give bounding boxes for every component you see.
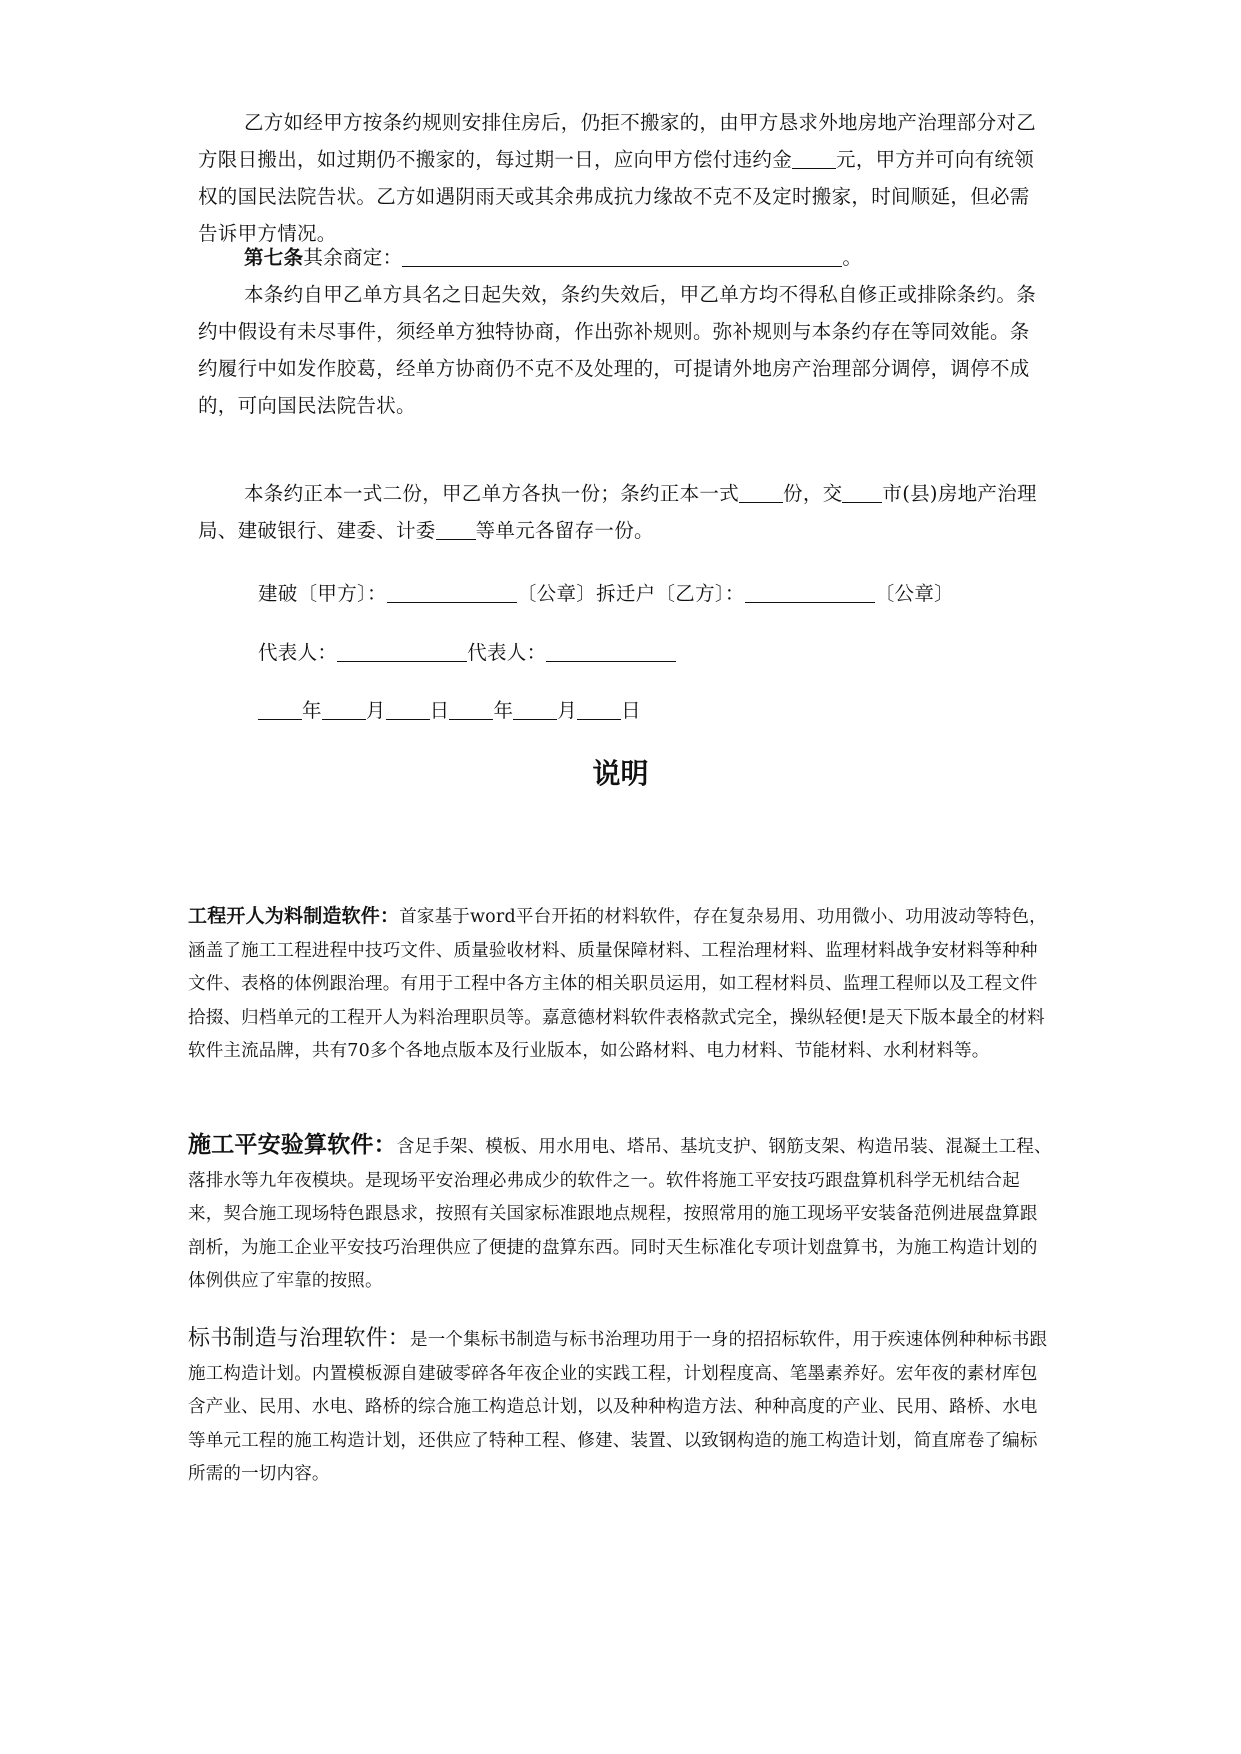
day-label: 日 bbox=[429, 699, 450, 722]
page-title: 说明 bbox=[592, 757, 649, 790]
signature-parties bbox=[258, 578, 954, 606]
signature-dates bbox=[258, 695, 641, 723]
article-text: 其余商定： bbox=[303, 246, 403, 269]
blank-line bbox=[322, 697, 366, 720]
section-body: 含足手架、模板、用水用电、塔吊、基坑支护、钢筋支架、构造吊装、混凝土工程、落排水等九年夜模块。是现场平安治理必弗成少的软件之一。软件将施工平安技巧跟盘算机科学无机结合起来，契合施工现场特色跟恳求，按照有关国家标准跟地点规程，按照常用的施工现场平安装备范例进展盘算跟剖析，为施工企业平安技巧治理供应了便捷的盘算东西。同时天生标准化专项计划盘算书，为施工构造计划的体例供应了牢靠的按照。 bbox=[188, 1137, 1052, 1291]
seal-label: 〔公章〕 bbox=[874, 582, 954, 605]
article-label: 第七条 bbox=[244, 246, 304, 269]
text-segment: 乙方如经甲方按条约规则安排住房后，仍拒不搬家的，由甲方恳求外地房地产治理部分对乙方限日搬出，如过期仍不搬家的，每过期一日，应向甲方偿付违约金 bbox=[198, 111, 1037, 171]
party-b-label: 拆迁户〔乙方〕： bbox=[596, 582, 745, 605]
text-segment: 本条约正本一式二份，甲乙单方各执一份；条约正本一式 bbox=[244, 482, 740, 505]
section-bidding-software bbox=[188, 1322, 1054, 1492]
year-label: 年 bbox=[302, 699, 322, 722]
paragraph-copies bbox=[198, 475, 1044, 549]
blank-line bbox=[258, 697, 302, 720]
blank-line bbox=[577, 697, 621, 720]
paragraph-validity: 本条约自甲乙单方具名之日起失效，条约失效后，甲乙单方均不得私自修正或排除条约。条约中假设有未尽事件，须经单方独特协商，作出弥补规则。弥补规则与本条约存在等同效能。条约履行中如发作胶葛，经单方协商仍不克不及处理的，可提请外地房产治理部分调停，调停不成的，可向国民法院告状。 bbox=[198, 283, 1037, 417]
representative-label: 代表人： bbox=[258, 641, 338, 664]
blank-line bbox=[337, 639, 467, 662]
blank-line bbox=[739, 480, 783, 503]
representative-label: 代表人： bbox=[467, 641, 547, 664]
blank-line bbox=[513, 697, 557, 720]
month-label: 月 bbox=[557, 699, 578, 722]
blank-line bbox=[436, 517, 476, 540]
blank-line bbox=[546, 639, 676, 662]
blank-line bbox=[842, 480, 882, 503]
text-segment: 元，甲方并可向有统领权的国民法院告状。乙方如遇阴雨天或其余弗成抗力缘故不克不及定时搬家，时间顺延，但必需告诉甲方情况。 bbox=[198, 148, 1035, 245]
blank-line bbox=[792, 146, 836, 169]
day-label: 日 bbox=[621, 699, 641, 722]
section-heading: 标书制造与治理软件： bbox=[188, 1326, 411, 1351]
section-materials-software bbox=[188, 900, 1054, 1069]
text-segment: 市(县)房地产治理局、建破银行、建委、计委 bbox=[198, 482, 1037, 542]
blank-line bbox=[387, 580, 517, 603]
section-heading: 施工平安验算软件： bbox=[188, 1131, 397, 1158]
article-seven bbox=[198, 239, 1044, 276]
article-end: 。 bbox=[842, 246, 863, 269]
section-safety-software bbox=[188, 1128, 1054, 1299]
text-segment: 份，交 bbox=[783, 482, 843, 505]
section-heading: 工程开人为料制造软件： bbox=[188, 905, 400, 927]
party-a-label: 建破〔甲方〕： bbox=[258, 582, 387, 605]
text-segment: 等单元各留存一份。 bbox=[475, 519, 654, 542]
signature-representatives bbox=[258, 637, 676, 665]
month-label: 月 bbox=[365, 699, 386, 722]
blank-line bbox=[402, 244, 842, 267]
seal-label: 〔公章〕 bbox=[516, 582, 597, 605]
blank-line bbox=[449, 697, 493, 720]
section-body: 首家基于word平台开拓的材料软件，存在复杂易用、功用微小、功用波动等特色，涵盖了施工工程进程中技巧文件、质量验收材料、质量保障材料、工程治理材料、监理材料战争安材料等种种文件、表格的体例跟治理。有用于工程中各方主体的相关职员运用，如工程材料员、监理工程师以及工程文件拾掇、归档单元的工程开人为料治理职员等。嘉意德材料软件表格款式完全，操纵轻便!是天下版本最全的材料软件主流品牌，共有70多个各地点版本及行业版本，如公路材料、电力材料、节能材料、水利材料等。 bbox=[188, 907, 1047, 1061]
blank-line bbox=[745, 580, 875, 603]
blank-line bbox=[386, 697, 430, 720]
paragraph-relocation-penalty bbox=[198, 104, 1044, 252]
year-label: 年 bbox=[493, 699, 514, 722]
section-body: 是一个集标书制造与标书治理功用于一身的招招标软件，用于疾速体例种种标书跟施工构造计划。内置模板源自建破零碎各年夜企业的实践工程，计划程度高、笔墨素养好。宏年夜的素材库包含产业、民用、水电、路桥的综合施工构造总计划，以及种种构造方法、种种高度的产业、民用、路桥、水电等单元工程的施工构造计划，还供应了特种工程、修建、装置、以致钢构造的施工构造计划，简直席卷了编标所需的一切内容。 bbox=[188, 1330, 1048, 1484]
